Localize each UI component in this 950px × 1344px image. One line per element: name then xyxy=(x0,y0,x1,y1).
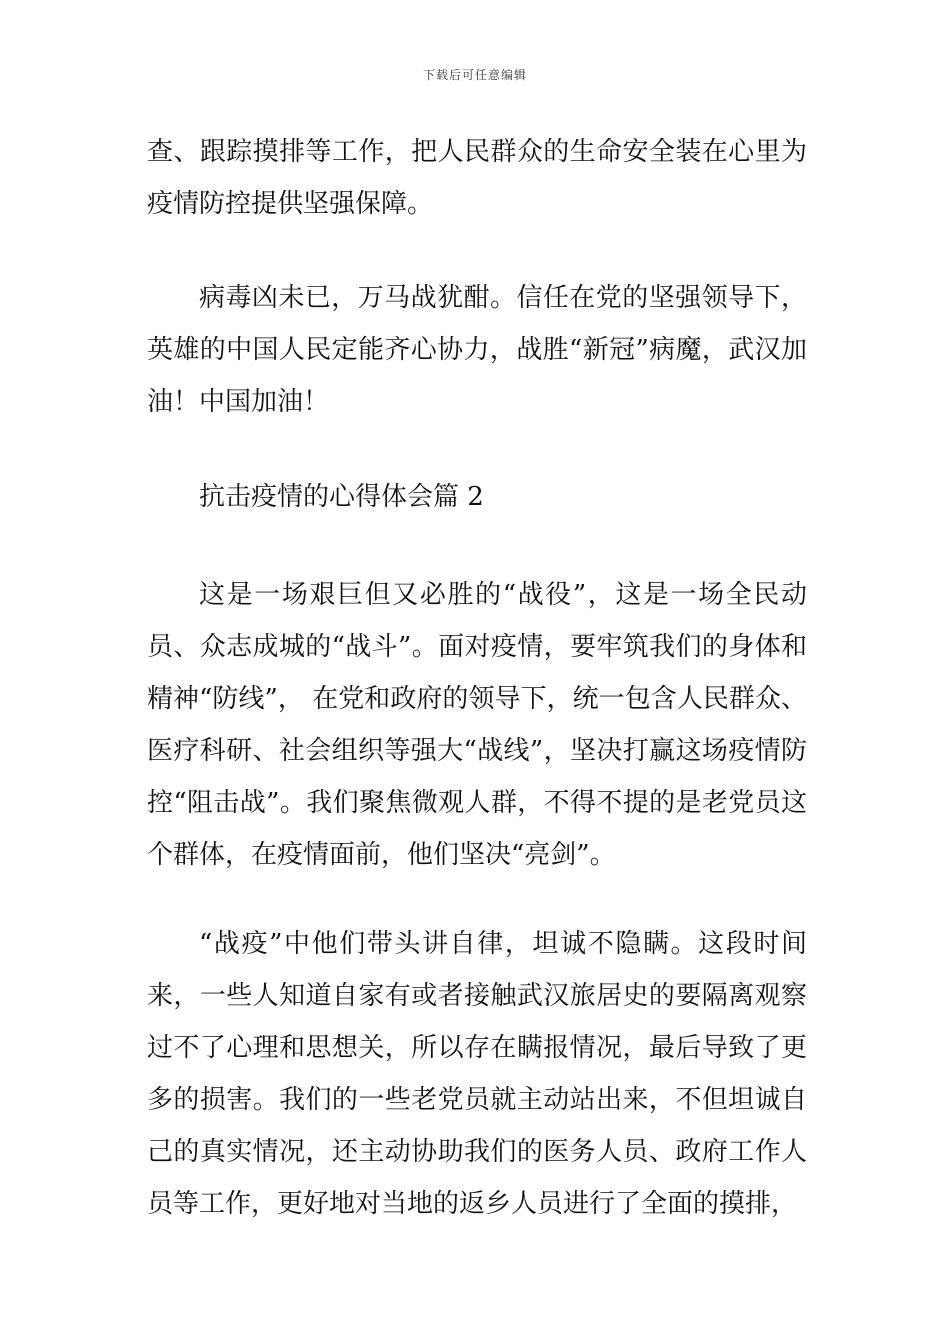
section-heading: 抗击疫情的心得体会篇 2 xyxy=(199,482,484,512)
header-note: 下载后可任意编辑 xyxy=(422,68,527,82)
paragraph-self-discipline: “战疫”中他们带头讲自律，坦诚不隐瞒。这段时间来，一些人知道自家有或者接触武汉旅居史的要隔离观察过不了心理和思想关，所以存在瞒报情况，最后导致了更多的损害。我们的一些老党员就主动站出来，不但坦诚自己的真实情况，还主动协助我们的医务人员、政府工作人员等工作，更好地对当地的返乡人员进行了全面的摸排， xyxy=(147,929,807,1219)
paragraph-continued: 查、跟踪摸排等工作，把人民群众的生命安全装在心里为疫情防控提供坚强保障。 xyxy=(147,137,807,219)
paragraph-closing: 病毒凶未已，万马战犹酣。信任在党的坚强领导下，英雄的中国人民定能齐心协力，战胜“新冠”病魔，武汉加油！中国加油！ xyxy=(147,283,807,417)
paragraph-intro: 这是一场艰巨但又必胜的“战役”，这是一场全民动员、众志成城的“战斗”。面对疫情，要牢筑我们的身体和精神“防线”， 在党和政府的领导下，统一包含人民群众、医疗科研、社会组织等强大“战线”，坚决打赢这场疫情防控“阻击战”。我们聚焦微观人群，不得不提的是老党员这个群体，在疫情面前，他们坚决“亮剑”。 xyxy=(147,580,807,870)
